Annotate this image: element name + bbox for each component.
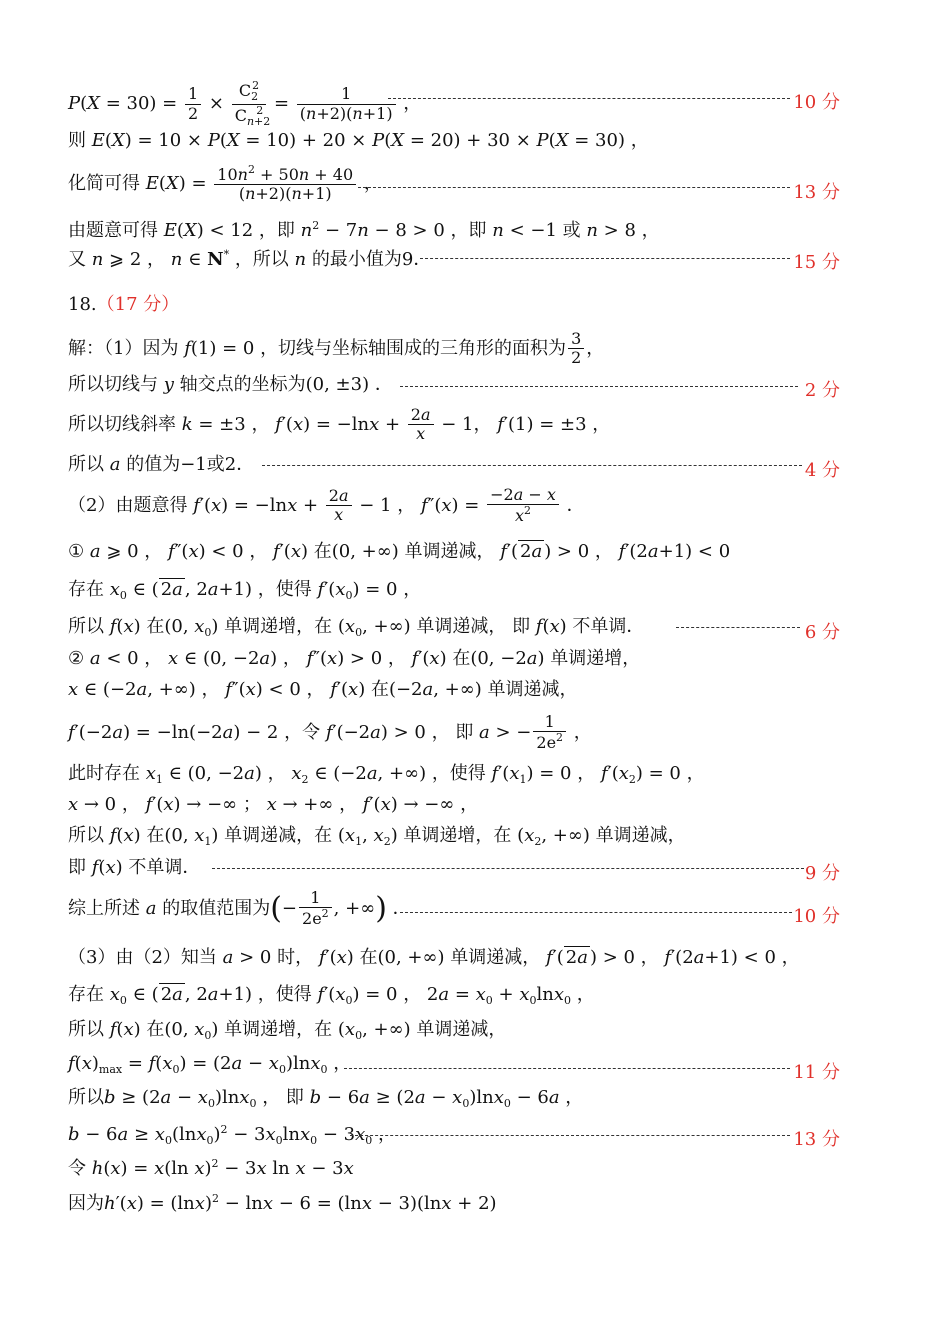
- case2-line2: x ∈ (−2a, +∞) ， f″(x) < 0 ， f′(x) 在(−2a, +∞) 单调递减，: [68, 679, 578, 700]
- solution-slope: 所以切线斜率 k = ±3 ， f′(x) = −lnx + $\frac{2a}{x}$ − 1， f′(1) = ±3 ，: [68, 405, 611, 444]
- score-mark: 6 分: [804, 622, 840, 643]
- dash-line: [344, 1068, 790, 1069]
- score-mark: 11 分: [793, 1062, 840, 1083]
- dash-line: [676, 627, 800, 628]
- part3-line3: 所以 f(x) 在(0, $x_0$) 单调递增，在 ($x_0$, +∞) 单调递减，: [68, 1019, 507, 1042]
- formula-expectation: 则 E(X) = 10 × P(X = 10) + 20 × P(X = 20) + 30 × P(X = 30) ，: [68, 130, 649, 151]
- solution-y-intercept: 所以切线与 y 轴交点的坐标为(0, ±3) ．: [68, 374, 393, 395]
- score-mark: 10 分: [793, 92, 840, 113]
- part3-line8: 因为$h'(x) = (\ln x)^2 - \ln x - 6 = (\ln x - 3)(\ln x + 2)$: [68, 1192, 497, 1214]
- case1-line3: 所以 f(x) 在(0, $x_0$) 单调递增，在 ($x_0$, +∞) 单调递减， 即 f(x) 不单调．: [68, 616, 645, 639]
- score-mark: 13 分: [793, 182, 840, 203]
- formula-min-n: 又 n ⩾ 2 ， n ∈ N* ，所以 n 的最小值为9．: [68, 248, 432, 270]
- case2-line6: 所以 f(x) 在(0, $x_1$) 单调递减，在 ($x_1$, $x_2$) 单调递增，在 ($x_2$, +∞) 单调递减，: [68, 825, 686, 848]
- score-mark: 13 分: [793, 1129, 840, 1150]
- part3-line5: 所以$b \ge (2a - x_0)\ln x_0$ ， 即 $b - 6a \ge (2a - x_0)\ln x_0 - 6a$ ，: [68, 1087, 584, 1110]
- case2-line4: 此时存在 $x_1$ ∈ (0, −2a) ， $x_2$ ∈ (−2a, +∞) ，使得 $f'(x_1) = 0$ ， $f'(x_2) = 0$ ，: [68, 763, 705, 786]
- dash-line: [400, 912, 792, 913]
- case1-line2: 存在 $x_0$ ∈ ( 2a , 2a+1) ，使得 $f'(x_0) = 0$ ，: [68, 579, 422, 602]
- part3-line7: 令 h(x) = x(ln x)$^2$ − 3x ln x − 3x: [68, 1157, 354, 1179]
- part3-line6: $b - 6a \ge x_0(\ln x_0)^2 - 3x_0\ln x_0 - 3x_0$ ，: [68, 1123, 397, 1147]
- dash-line: [400, 386, 798, 387]
- score-mark: 4 分: [804, 460, 840, 481]
- score-mark: 9 分: [804, 863, 840, 884]
- dash-line: [212, 868, 804, 869]
- case2-line3: f′(−2a) = −ln(−2a) − 2 ，令 f′(−2a) > 0 ， 即 a > − $\frac{1}{2e^2}$ ，: [68, 712, 592, 753]
- part3-line4: $f(x)_{max} = f(x_0) = (2a - x_0)\ln x_0$ ，: [68, 1053, 352, 1076]
- case2-line7: 即 f(x) 不单调．: [68, 857, 201, 878]
- formula-inequality: 由题意可得 E(X) < 12 ，即 $n^2 - 7n - 8 > 0$ ，即 n < −1 或 n > 8 ，: [68, 219, 660, 241]
- formula-p30: P(X = 30) = $\frac{1}{2}$ × $\frac{C_2^2}{C_{n+2}^2}$ = $\frac{1}{(n+2)(n+1)}$ ，: [68, 79, 422, 128]
- dash-line: [420, 258, 790, 259]
- score-mark: 15 分: [793, 252, 840, 273]
- solution-part1-intro: 解：（1）因为 f(1) = 0 ，切线与坐标轴围成的三角形的面积为 $\frac{3}{2}$ ，: [68, 329, 605, 368]
- part3-line2: 存在 $x_0$ ∈ ( 2a , 2a+1) ，使得 $f'(x_0) = 0$ ， $2a = x_0 + x_0\ln x_0$ ，: [68, 984, 595, 1007]
- solution-part2-intro: （2）由题意得 f′(x) = −lnx + $\frac{2a}{x}$ − 1 ， f″(x) = $\frac{-2a - x}{x^2}$ ．: [68, 485, 585, 526]
- case2-line5: x → 0 ， f′(x) → −∞ ； x → +∞ ， f′(x) → −∞ ，: [68, 794, 479, 815]
- score-mark: 2 分: [804, 380, 840, 401]
- conclusion-range: 综上所述 a 的取值范围为(− $\frac{1}{2e^2}$ , +∞) ．: [68, 888, 411, 929]
- question-heading: 18.（17 分）: [68, 294, 180, 315]
- dash-line: [358, 187, 790, 188]
- dash-line: [350, 1135, 790, 1136]
- case2-line1: ② a < 0 ， x ∈ (0, −2a) ， f″(x) > 0 ， f′(x) 在(0, −2a) 单调递增，: [68, 648, 641, 669]
- dash-line: [262, 465, 802, 466]
- formula-simplified: 化简可得 E(X) = $\frac{10n^2 + 50n + 40}{(n+2)(n+1)}$ ，: [68, 163, 382, 204]
- part3-line1: （3）由（2）知当 a > 0 时， f′(x) 在(0, +∞) 单调递减， f′( 2a ) > 0 ， f′(2a+1) < 0 ，: [68, 947, 800, 968]
- solution-a-value: 所以 a 的值为−1或2．: [68, 454, 255, 475]
- dash-line: [388, 98, 790, 99]
- case1-line1: ① a ⩾ 0 ， f″(x) < 0 ， f′(x) 在(0, +∞) 单调递减， f′( 2a ) > 0 ， f′(2a+1) < 0: [68, 541, 731, 562]
- score-mark: 10 分: [793, 906, 840, 927]
